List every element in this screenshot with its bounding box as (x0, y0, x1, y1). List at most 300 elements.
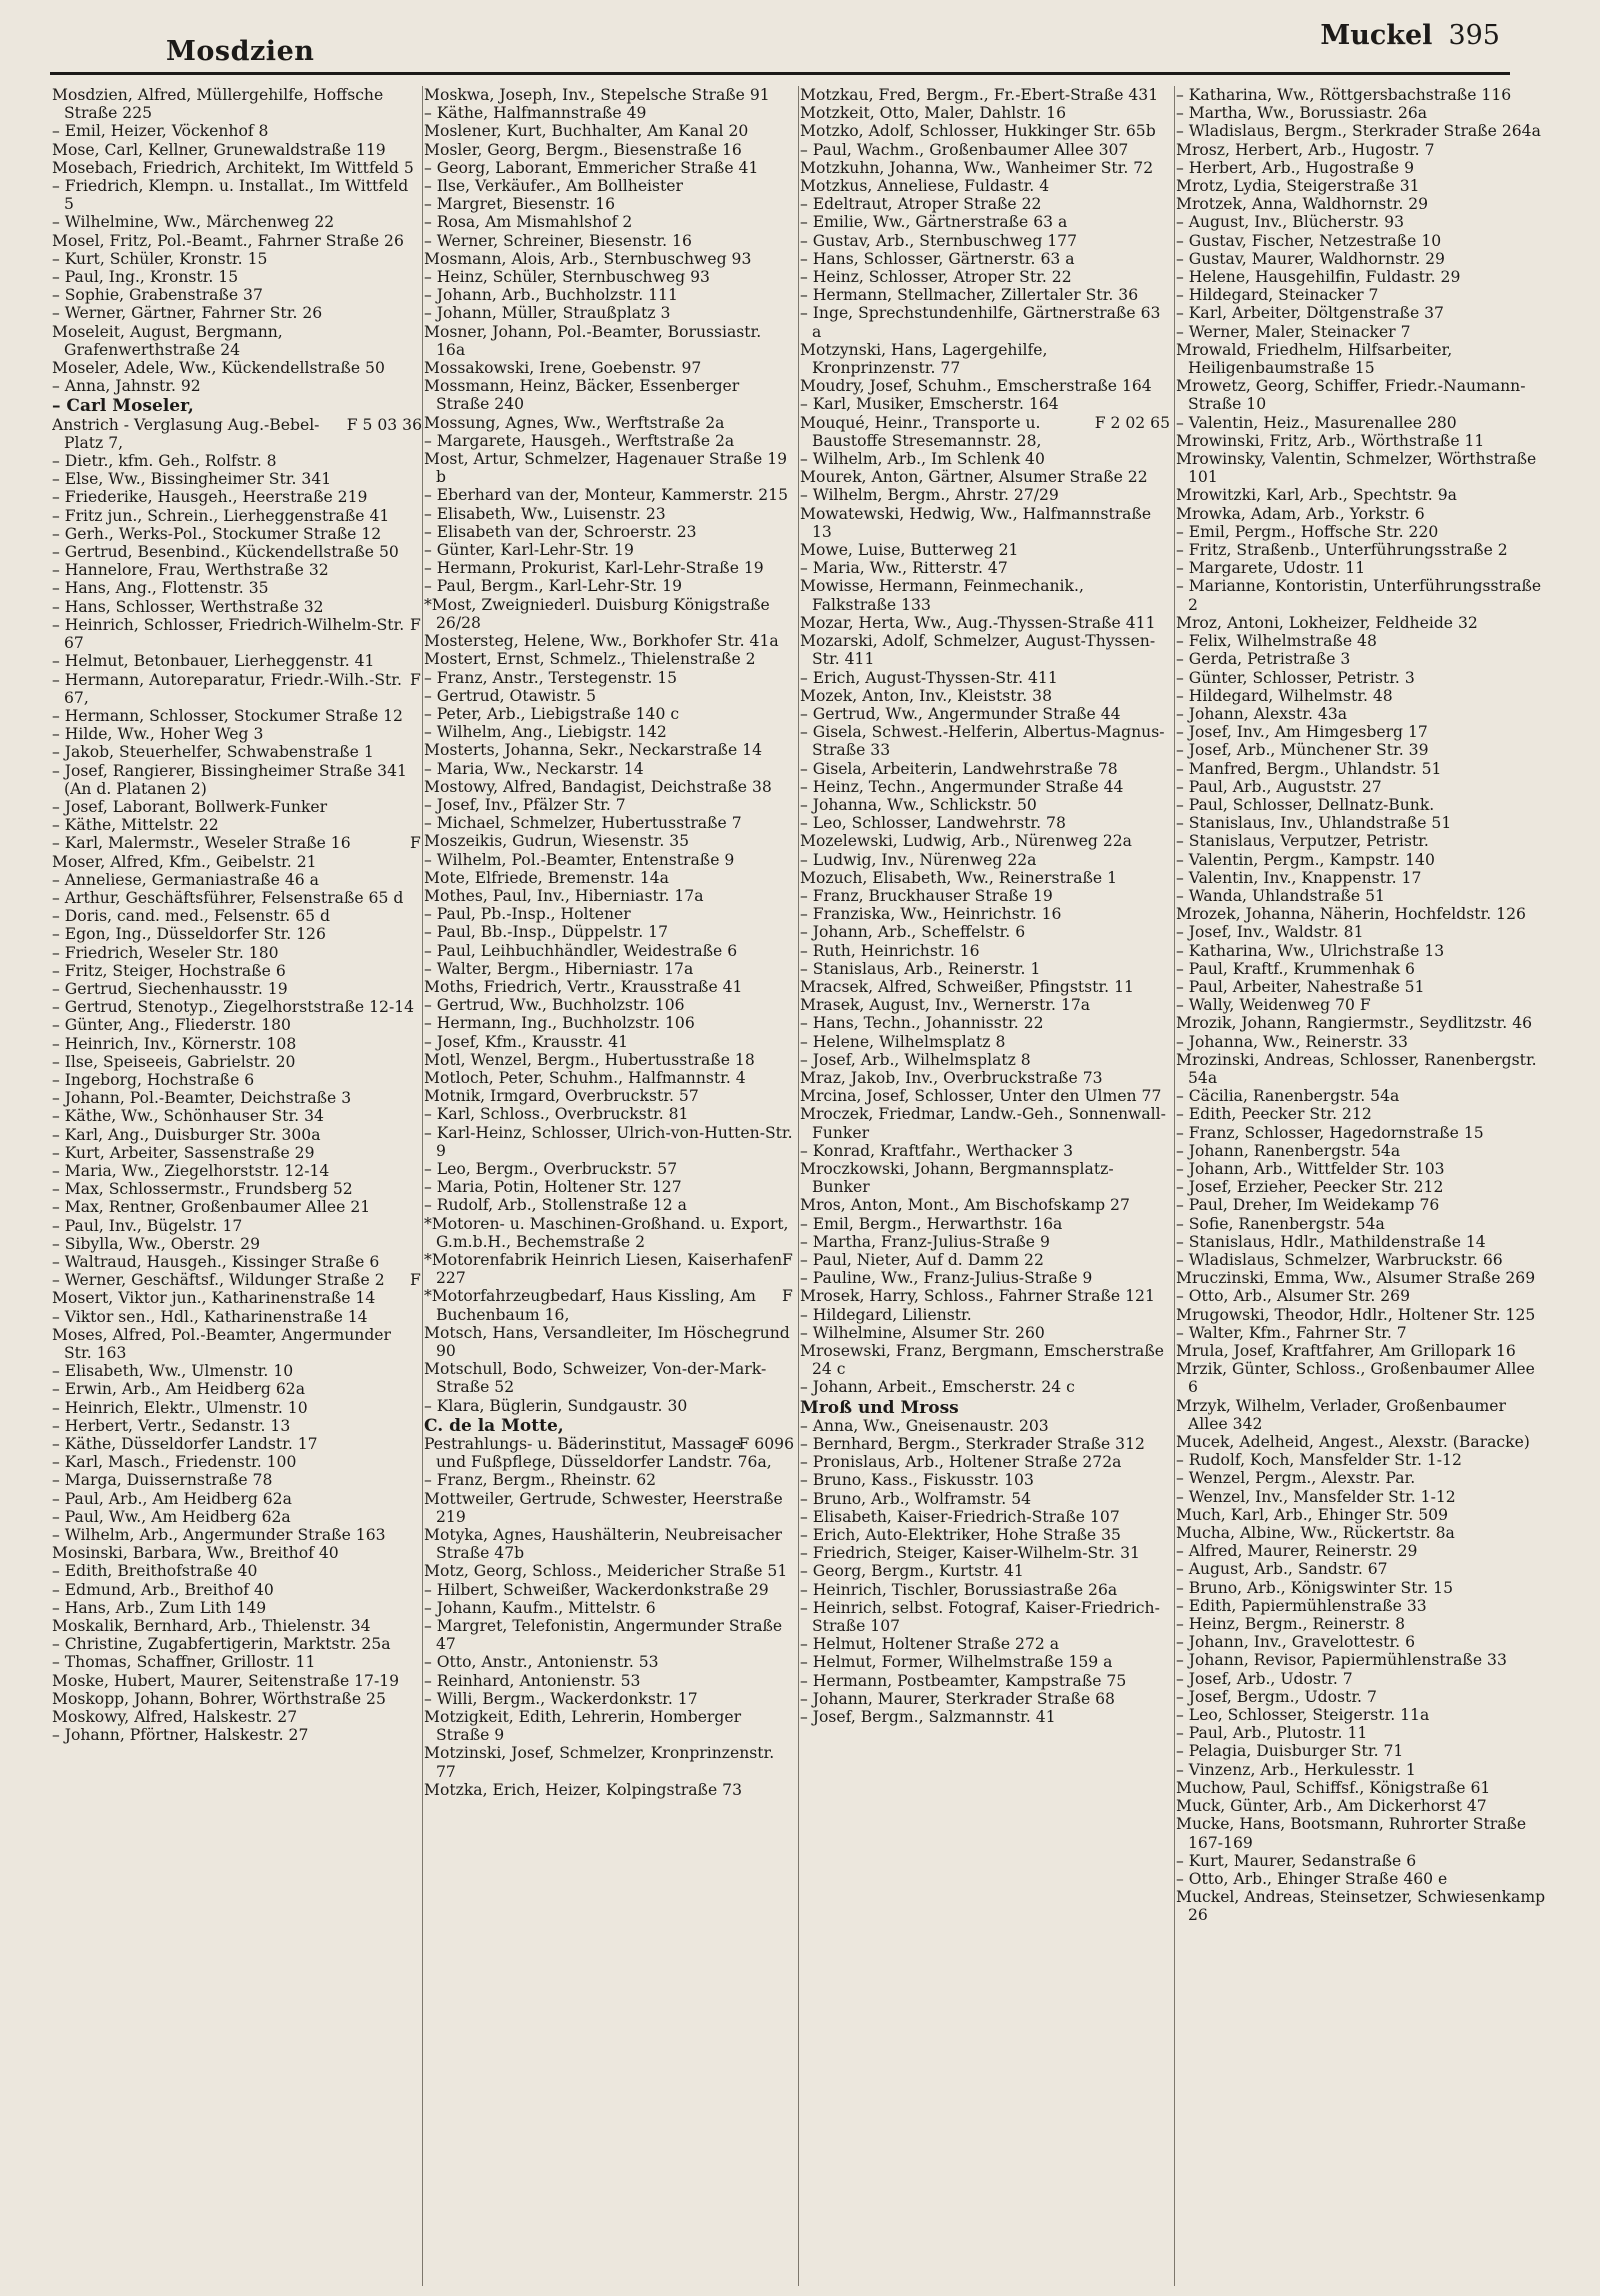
entry-text: – Marga, Duissernstraße 78 (52, 1471, 273, 1490)
directory-entry (800, 1708, 1170, 1726)
directory-entry (52, 816, 422, 834)
directory-entry (52, 470, 422, 488)
entry-text: Mrowinski, Fritz, Arb., Wörthstraße 11 (1176, 431, 1485, 450)
entry-text: – Wenzel, Inv., Mansfelder Str. 1-12 (1176, 1487, 1456, 1506)
entry-text: – Kurt, Maurer, Sedanstraße 6 (1176, 1851, 1417, 1870)
entry-text: Moskalik, Bernhard, Arb., Thielenstr. 34 (52, 1617, 371, 1636)
entry-text: Motz, Georg, Schloss., Meidericher Straße 51 (424, 1562, 788, 1581)
directory-entry (424, 104, 794, 122)
entry-text: Anstrich - Verglasung Aug.-Bebel-Platz 7, (52, 415, 320, 452)
entry-text: Motzinski, Josef, Schmelzer, Kronprinzenstr. 77 (424, 1744, 775, 1781)
entry-text: – Leo, Schlosser, Steigerstr. 11a (1176, 1706, 1430, 1725)
entry-text: Mowe, Luise, Butterweg 21 (800, 541, 1019, 560)
entry-text: – Ilse, Speiseeis, Gabrielstr. 20 (52, 1052, 296, 1071)
entry-text: – Helene, Wilhelmsplatz 8 (800, 1032, 1006, 1051)
directory-entry (52, 377, 422, 395)
entry-text: Mrugowski, Theodor, Hdlr., Holtener Str. 125 (1176, 1305, 1536, 1324)
directory-entry (1176, 851, 1546, 869)
entry-text: *Motoren- u. Maschinen-Großhand. u. Export, G.m.b.H., Bechemstraße 2 (424, 1214, 789, 1251)
directory-entry (424, 1196, 794, 1214)
directory-entry (424, 1178, 794, 1196)
entry-text: – Karl, Masch., Friedenstr. 100 (52, 1453, 297, 1472)
directory-entry (1176, 923, 1546, 941)
entry-text: – Erich, August-Thyssen-Str. 411 (800, 668, 1058, 687)
entry-text: Most, Artur, Schmelzer, Hagenauer Straße 19 b (424, 450, 788, 487)
entry-text: – Stanislaus, Inv., Uhlandstraße 51 (1176, 814, 1452, 833)
directory-entry (52, 268, 422, 286)
directory-entry (52, 488, 422, 506)
entry-text: – Gerda, Petristraße 3 (1176, 650, 1351, 669)
entry-text: – Franz, Anstr., Terstegenstr. 15 (424, 668, 678, 687)
directory-entry (1176, 978, 1546, 996)
page-number: 395 (1448, 20, 1500, 51)
entry-text: – Eberhard van der, Monteur, Kammerstr. 215 (424, 486, 788, 505)
directory-entry (424, 177, 794, 195)
directory-entry (1176, 377, 1546, 413)
entry-text: – Wally, Weidenweg 70 F (1176, 996, 1371, 1015)
entry-text: – Karl, Arbeiter, Döltgenstraße 37 (1176, 304, 1444, 323)
entry-text: Mosebach, Friedrich, Architekt, Im Wittfeld 5 (52, 158, 414, 177)
entry-text: – Heinz, Schüler, Sternbuschweg 93 (424, 268, 710, 287)
entry-text: *Motorenfabrik Heinrich Liesen, Kaiserhafen 227 (424, 1251, 783, 1288)
entry-text: – Wenzel, Pergm., Alexstr. Par. (1176, 1469, 1416, 1488)
entry-text: – Fritz, Steiger, Hochstraße 6 (52, 961, 286, 980)
entry-text: – Martha, Ww., Borussiastr. 26a (1176, 104, 1428, 123)
directory-entry (52, 1308, 422, 1326)
directory-entry (52, 1562, 422, 1580)
entry-text: Moseler, Adele, Ww., Kückendellstraße 50 (52, 359, 385, 378)
entry-text: – Thomas, Schaffner, Grillostr. 11 (52, 1653, 316, 1672)
directory-entry (800, 1324, 1170, 1342)
directory-entry (52, 213, 422, 231)
directory-entry (800, 1233, 1170, 1251)
directory-entry (424, 577, 794, 595)
entry-text: – Ingeborg, Hochstraße 6 (52, 1070, 255, 1089)
entry-text: – Michael, Schmelzer, Hubertusstraße 7 (424, 814, 742, 833)
directory-entry (1176, 1105, 1546, 1123)
directory-entry (1176, 1688, 1546, 1706)
directory-entry (1176, 341, 1546, 377)
directory-entry (1176, 1287, 1546, 1305)
directory-entry (800, 468, 1170, 486)
directory-entry (1176, 1014, 1546, 1032)
entry-text: – Johann, Alexstr. 43a (1176, 704, 1348, 723)
directory-entry (52, 86, 422, 122)
entry-text: – Willi, Bergm., Wackerdonkstr. 17 (424, 1689, 698, 1708)
entry-text: – Friedrich, Weseler Str. 180 (52, 943, 279, 962)
entry-text: – Franz, Bergm., Rheinstr. 62 (424, 1471, 657, 1490)
entry-text: – Doris, cand. med., Felsenstr. 65 d (52, 907, 330, 926)
directory-entry (800, 232, 1170, 250)
entry-text: – Paul, Arb., Auguststr. 27 (1176, 777, 1382, 796)
entry-text: Mruczinski, Emma, Ww., Alsumer Straße 269 (1176, 1269, 1536, 1288)
directory-entry (800, 577, 1170, 613)
directory-entry (424, 687, 794, 705)
directory-entry (1176, 1324, 1546, 1342)
directory-entry: F – Karl, Malermstr., Weseler Straße 16 (52, 834, 421, 853)
entry-text: Moszeikis, Gudrun, Wiesenstr. 35 (424, 832, 690, 851)
entry-text: – Maria, Potin, Holtener Str. 127 (424, 1178, 682, 1197)
entry-text: – Josef, Erzieher, Peecker Str. 212 (1176, 1178, 1444, 1197)
directory-entry (1176, 1870, 1546, 1888)
entry-text: – Else, Ww., Bissingheimer Str. 341 (52, 470, 332, 489)
directory-entry (424, 359, 794, 377)
entry-text: Mosdzien, Alfred, Müllergehilfe, Hoffsche Straße 225 (52, 86, 384, 123)
entry-text: – Helmut, Betonbauer, Lierheggenstr. 41 (52, 652, 375, 671)
entry-text: – Edeltraut, Atroper Straße 22 (800, 195, 1042, 214)
entry-text: Mourek, Anton, Gärtner, Alsumer Straße 22 (800, 468, 1148, 487)
directory-entry (52, 944, 422, 962)
entry-text: – Edmund, Arb., Breithof 40 (52, 1580, 274, 1599)
entry-text: – Josef, Bergm., Udostr. 7 (1176, 1687, 1377, 1706)
entry-text: Moudry, Josef, Schuhm., Emscherstraße 164 (800, 377, 1152, 396)
directory-entry (1176, 250, 1546, 268)
entry-text: – Johanna, Ww., Reinerstr. 33 (1176, 1032, 1408, 1051)
entry-text: – Fritz jun., Schrein., Lierheggenstraße 41 (52, 506, 390, 525)
directory-entry (1176, 1306, 1546, 1324)
entry-text: – Friedrich, Klempn. u. Installat., Im Wittfeld 5 (52, 177, 409, 214)
directory-entry (1176, 1160, 1546, 1178)
entry-text: Mroß und Mross (800, 1397, 959, 1418)
directory-entry (1176, 1215, 1546, 1233)
directory-entry (52, 1708, 422, 1726)
directory-entry (1176, 760, 1546, 778)
directory-entry (1176, 1597, 1546, 1615)
entry-text: – Hans, Ang., Flottenstr. 35 (52, 579, 269, 598)
directory-entry (52, 1053, 422, 1071)
entry-text: Mose, Carl, Kellner, Grunewaldstraße 119 (52, 140, 386, 159)
entry-text: – Hildegard, Wilhelmstr. 48 (1176, 686, 1393, 705)
entry-text: Moske, Hubert, Maurer, Seitenstraße 17-19 (52, 1671, 400, 1690)
entry-text: – Hans, Arb., Zum Lith 149 (52, 1598, 267, 1617)
directory-entry (1176, 304, 1546, 322)
column-4 (1176, 86, 1546, 2286)
entry-text: – Valentin, Pergm., Kampstr. 140 (1176, 850, 1435, 869)
entry-text: – Rudolf, Koch, Mansfelder Str. 1-12 (1176, 1451, 1462, 1470)
directory-entry (800, 1342, 1170, 1378)
entry-text: – Margret, Telefonistin, Angermunder Straße 47 (424, 1617, 783, 1654)
entry-text: Mros, Anton, Mont., Am Bischofskamp 27 (800, 1196, 1130, 1215)
directory-entry (800, 286, 1170, 304)
entry-text: Mrozinski, Andreas, Schlosser, Ranenbergstr. 54a (1176, 1050, 1537, 1087)
directory-entry (424, 450, 794, 486)
entry-text: Moser, Alfred, Kfm., Geibelstr. 21 (52, 852, 317, 871)
entry-text: – Carl Moseler, (52, 396, 194, 417)
entry-text: – Josef, Inv., Waldstr. 81 (1176, 923, 1364, 942)
directory-entry (800, 541, 1170, 559)
directory-entry (52, 1162, 422, 1180)
entry-text: Pestrahlungs- u. Bäderinstitut, Massage und Fußpflege, Düsseldorfer Landstr. 76a, (424, 1435, 772, 1472)
directory-entry (424, 632, 794, 650)
entry-text: Motsch, Hans, Versandleiter, Im Höschegrund 90 (424, 1323, 790, 1361)
directory-entry (52, 416, 422, 452)
entry-text: – Wilhelm, Arb., Im Schlenk 40 (800, 450, 1045, 469)
entry-text: – Gerh., Werks-Pol., Stockumer Straße 12 (52, 524, 382, 543)
entry-text: – Werner, Geschäftsf., Wildunger Straße 2 (52, 1271, 385, 1290)
directory-entry (52, 1289, 422, 1307)
entry-text: – Herbert, Vertr., Sedanstr. 13 (52, 1416, 291, 1435)
directory-entry (52, 122, 422, 140)
directory-entry (424, 1069, 794, 1087)
column-3 (800, 86, 1170, 2286)
directory-entry (424, 1014, 794, 1032)
entry-text: – Paul, Arb., Am Heidberg 62a (52, 1489, 292, 1508)
entry-text: Mucha, Albine, Ww., Rückertstr. 8a (1176, 1524, 1455, 1543)
entry-text: – Dietr., kfm. Geh., Rolfstr. 8 (52, 452, 277, 471)
directory-entry (800, 1490, 1170, 1508)
entry-text: – Anna, Ww., Gneisenaustr. 203 (800, 1416, 1049, 1435)
entry-text: – Hilbert, Schweißer, Wackerdonkstraße 29 (424, 1580, 769, 1599)
directory-entry (52, 1653, 422, 1671)
entry-text: Moths, Friedrich, Vertr., Krausstraße 41 (424, 977, 743, 996)
directory-entry (424, 650, 794, 668)
entry-text: – Gustav, Arb., Sternbuschweg 177 (800, 231, 1078, 250)
directory-entry (800, 1672, 1170, 1690)
directory-entry (1176, 1251, 1546, 1269)
entry-text: – Kurt, Arbeiter, Sassenstraße 29 (52, 1143, 315, 1162)
entry-text: – Leo, Bergm., Overbruckstr. 57 (424, 1159, 678, 1178)
entry-text: C. de la Motte, (424, 1415, 564, 1436)
entry-text: – Manfred, Bergm., Uhlandstr. 51 (1176, 759, 1442, 778)
directory-entry (52, 452, 422, 470)
directory-entry (800, 669, 1170, 687)
entry-text: – Hans, Techn., Johannisstr. 22 (800, 1014, 1044, 1033)
entry-text: Moses, Alfred, Pol.-Beamter, Angermunder Str. 163 (52, 1325, 391, 1363)
directory-entry (1176, 869, 1546, 887)
directory-entry (1176, 996, 1546, 1014)
phone-number: F 5 03 36 (346, 415, 422, 434)
column-2 (424, 86, 794, 2286)
entry-text: Mrzyk, Wilhelm, Verlader, Großenbaumer Allee 342 (1176, 1396, 1506, 1433)
entry-text: Motzka, Erich, Heizer, Kolpingstraße 73 (424, 1780, 742, 1799)
directory-entry (424, 304, 794, 322)
entry-text: – Friederike, Hausgeh., Heerstraße 219 (52, 488, 368, 507)
directory-entry (800, 304, 1170, 340)
directory-entry (52, 1453, 422, 1471)
directory-entry: F *Motorfahrzeugbedarf, Haus Kissling, Am Buchenbaum 16, (424, 1287, 793, 1324)
directory-entry (800, 760, 1170, 778)
directory-entry (1176, 486, 1546, 504)
directory-entry (1176, 1397, 1546, 1433)
entry-text: – Hans, Schlosser, Werthstraße 32 (52, 597, 324, 616)
directory-entry (800, 851, 1170, 869)
directory-entry (1176, 796, 1546, 814)
directory-columns (52, 86, 1546, 2286)
entry-text: – Johanna, Ww., Schlickstr. 50 (800, 795, 1037, 814)
directory-entry (1176, 1124, 1546, 1142)
directory-entry (52, 1326, 422, 1362)
entry-text: – Stanislaus, Verputzer, Petristr. (1176, 832, 1429, 851)
directory-entry (424, 869, 794, 887)
directory-entry (800, 1069, 1170, 1087)
entry-text: – Sophie, Grabenstraße 37 (52, 286, 263, 305)
entry-text: – Wilhelm, Pol.-Beamter, Entenstraße 9 (424, 850, 735, 869)
directory-entry (52, 1417, 422, 1435)
entry-text: – Friedrich, Steiger, Kaiser-Wilhelm-Str. 31 (800, 1544, 1140, 1563)
directory-entry (1176, 1488, 1546, 1506)
directory-entry (424, 814, 794, 832)
directory-entry (800, 1508, 1170, 1526)
directory-entry (1176, 1651, 1546, 1669)
directory-entry (1176, 1706, 1546, 1724)
entry-text: – Hermann, Ing., Buchholzstr. 106 (424, 1014, 695, 1033)
entry-text: – Stanislaus, Arb., Reinerstr. 1 (800, 959, 1041, 978)
entry-text: – Paul, Dreher, Im Weidekamp 76 (1176, 1196, 1440, 1215)
directory-entry (52, 1071, 422, 1089)
directory-entry (1176, 887, 1546, 905)
directory-entry (52, 762, 422, 798)
entry-text: Mrosewski, Franz, Bergmann, Emscherstraße 24 c (800, 1342, 1164, 1379)
entry-text: – Paul, Inv., Bügelstr. 17 (52, 1216, 243, 1235)
directory-entry (800, 1306, 1170, 1324)
header-left-keyword: Mosdzien (166, 36, 315, 67)
directory-entry (1176, 177, 1546, 195)
entry-text: – Herbert, Arb., Hugostraße 9 (1176, 158, 1415, 177)
phone-number: F 6096 (738, 1435, 794, 1454)
entry-text: Mrosek, Harry, Schloss., Fahrner Straße 121 (800, 1287, 1155, 1306)
directory-entry (800, 104, 1170, 122)
directory-entry (800, 905, 1170, 923)
entry-text: – Johann, Arb., Buchholzstr. 111 (424, 286, 678, 305)
directory-entry (800, 723, 1170, 759)
entry-text: – Elisabeth, Kaiser-Friedrich-Straße 107 (800, 1507, 1120, 1526)
directory-entry (424, 250, 794, 268)
entry-text: – Hermann, Postbeamter, Kampstraße 75 (800, 1671, 1127, 1690)
entry-text: Mosner, Johann, Pol.-Beamter, Borussiastr. 16a (424, 322, 762, 359)
entry-text: Motnik, Irmgard, Overbruckstr. 57 (424, 1087, 699, 1106)
entry-text: Mozar, Herta, Ww., Aug.-Thyssen-Straße 411 (800, 613, 1156, 632)
entry-text: – Egon, Ing., Düsseldorfer Str. 126 (52, 925, 326, 944)
entry-text: – Helene, Hausgehilfin, Fuldastr. 29 (1176, 268, 1461, 287)
entry-text: Mrcina, Josef, Schlosser, Unter den Ulmen 77 (800, 1087, 1162, 1106)
entry-text: Mossung, Agnes, Ww., Werftstraße 2a (424, 413, 725, 432)
directory-entry (52, 1526, 422, 1544)
directory-entry (1176, 960, 1546, 978)
directory-entry (800, 1526, 1170, 1544)
directory-entry (424, 905, 794, 923)
entry-text: – Klara, Büglerin, Sundgaustr. 30 (424, 1396, 688, 1415)
directory-entry (424, 323, 794, 359)
entry-text: – Erwin, Arb., Am Heidberg 62a (52, 1380, 305, 1399)
directory-entry (800, 122, 1170, 140)
directory-entry (1176, 1451, 1546, 1469)
directory-entry (800, 341, 1170, 377)
directory-entry (424, 1781, 794, 1799)
directory-entry (800, 141, 1170, 159)
directory-entry (800, 395, 1170, 413)
entry-text: Mosel, Fritz, Pol.-Beamt., Fahrner Straße 26 (52, 231, 404, 250)
directory-entry (52, 925, 422, 943)
directory-entry (800, 614, 1170, 632)
entry-text: Mosinski, Barbara, Ww., Breithof 40 (52, 1544, 339, 1563)
directory-entry (424, 213, 794, 231)
entry-text: – Fritz, Straßenb., Unterführungsstraße 2 (1176, 541, 1508, 560)
entry-text: Motyka, Agnes, Haushälterin, Neubreisacher Straße 47b (424, 1526, 783, 1563)
entry-text: – Konrad, Kraftfahr., Werthacker 3 (800, 1141, 1074, 1160)
directory-entry (1176, 1815, 1546, 1851)
directory-entry (800, 450, 1170, 468)
directory-entry (800, 942, 1170, 960)
directory-entry (424, 232, 794, 250)
entry-text: – Paul, Schlosser, Dellnatz-Bunk. (1176, 795, 1435, 814)
directory-entry (424, 1599, 794, 1617)
directory-entry (800, 1635, 1170, 1653)
entry-text: – Pronislaus, Arb., Holtener Straße 272a (800, 1453, 1122, 1472)
entry-text: – Franziska, Ww., Heinrichstr. 16 (800, 905, 1062, 924)
directory-entry (1176, 614, 1546, 632)
entry-text: Mottweiler, Gertrude, Schwester, Heerstraße 219 (424, 1489, 783, 1526)
entry-text: – Emilie, Ww., Gärtnerstraße 63 a (800, 213, 1068, 232)
directory-entry (52, 1380, 422, 1398)
entry-text: – Josef, Inv., Am Himgesberg 17 (1176, 723, 1428, 742)
directory-entry (1176, 1469, 1546, 1487)
directory-entry (800, 996, 1170, 1014)
directory-entry (52, 359, 422, 377)
directory-entry (800, 1105, 1170, 1141)
directory-entry (1176, 778, 1546, 796)
directory-entry (424, 1744, 794, 1780)
entry-text: – Karl-Heinz, Schlosser, Ulrich-von-Hutten-Str. 9 (424, 1123, 793, 1160)
entry-text: – Werner, Gärtner, Fahrner Str. 26 (52, 304, 323, 323)
directory-entry (424, 159, 794, 177)
directory-entry (52, 1726, 422, 1744)
directory-entry (424, 760, 794, 778)
directory-entry (1176, 832, 1546, 850)
directory-entry (1176, 905, 1546, 923)
entry-text: Mote, Elfriede, Bremenstr. 14a (424, 868, 669, 887)
entry-text: Mozuch, Elisabeth, Ww., Reinerstraße 1 (800, 868, 1118, 887)
directory-entry (424, 268, 794, 286)
entry-text: – Anna, Jahnstr. 92 (52, 377, 201, 396)
directory-entry (424, 1124, 794, 1160)
entry-text: – Paul, Arbeiter, Nahestraße 51 (1176, 977, 1425, 996)
entry-text: – Valentin, Heiz., Masurenallee 280 (1176, 413, 1457, 432)
directory-entry (1176, 1233, 1546, 1251)
entry-text: Motloch, Peter, Schuhm., Halfmannstr. 4 (424, 1068, 746, 1087)
directory-entry (1176, 1087, 1546, 1105)
entry-text: – Max, Schlossermstr., Frundsberg 52 (52, 1180, 353, 1199)
entry-text: – Paul, Pb.-Insp., Holtener (424, 905, 631, 924)
entry-text: – Hans, Schlosser, Gärtnerstr. 63 a (800, 249, 1075, 268)
directory-entry (424, 1653, 794, 1671)
entry-text: – Heinrich, selbst. Fotograf, Kaiser-Friedrich-Straße 107 (800, 1598, 1160, 1636)
entry-text: – Wanda, Uhlandstraße 51 (1176, 886, 1385, 905)
entry-text: – Gustav, Maurer, Waldhornstr. 29 (1176, 249, 1445, 268)
directory-entry (800, 1269, 1170, 1287)
directory-entry (800, 377, 1170, 395)
directory-entry (52, 304, 422, 322)
directory-entry (1176, 1506, 1546, 1524)
directory-entry (52, 543, 422, 561)
entry-text: – Wladislaus, Bergm., Sterkrader Straße 264a (1176, 122, 1541, 141)
directory-entry (424, 960, 794, 978)
entry-text: – Katharina, Ww., Röttgersbachstraße 116 (1176, 86, 1512, 104)
directory-entry (1176, 323, 1546, 341)
directory-entry (800, 86, 1170, 104)
entry-text: Mosler, Georg, Bergm., Biesenstraße 16 (424, 140, 742, 159)
entry-text: – Hildegard, Lilienstr. (800, 1305, 972, 1324)
directory-entry (52, 1399, 422, 1417)
entry-text: – Käthe, Düsseldorfer Landstr. 17 (52, 1435, 318, 1454)
directory-entry (424, 723, 794, 741)
directory-entry (1176, 1560, 1546, 1578)
directory-entry (424, 1708, 794, 1744)
directory-entry (800, 1399, 1170, 1417)
entry-text: Mracsek, Alfred, Schweißer, Pfingststr. 11 (800, 977, 1134, 996)
entry-text: – Franz, Bruckhauser Straße 19 (800, 886, 1053, 905)
directory-entry (1176, 814, 1546, 832)
directory-entry (800, 705, 1170, 723)
